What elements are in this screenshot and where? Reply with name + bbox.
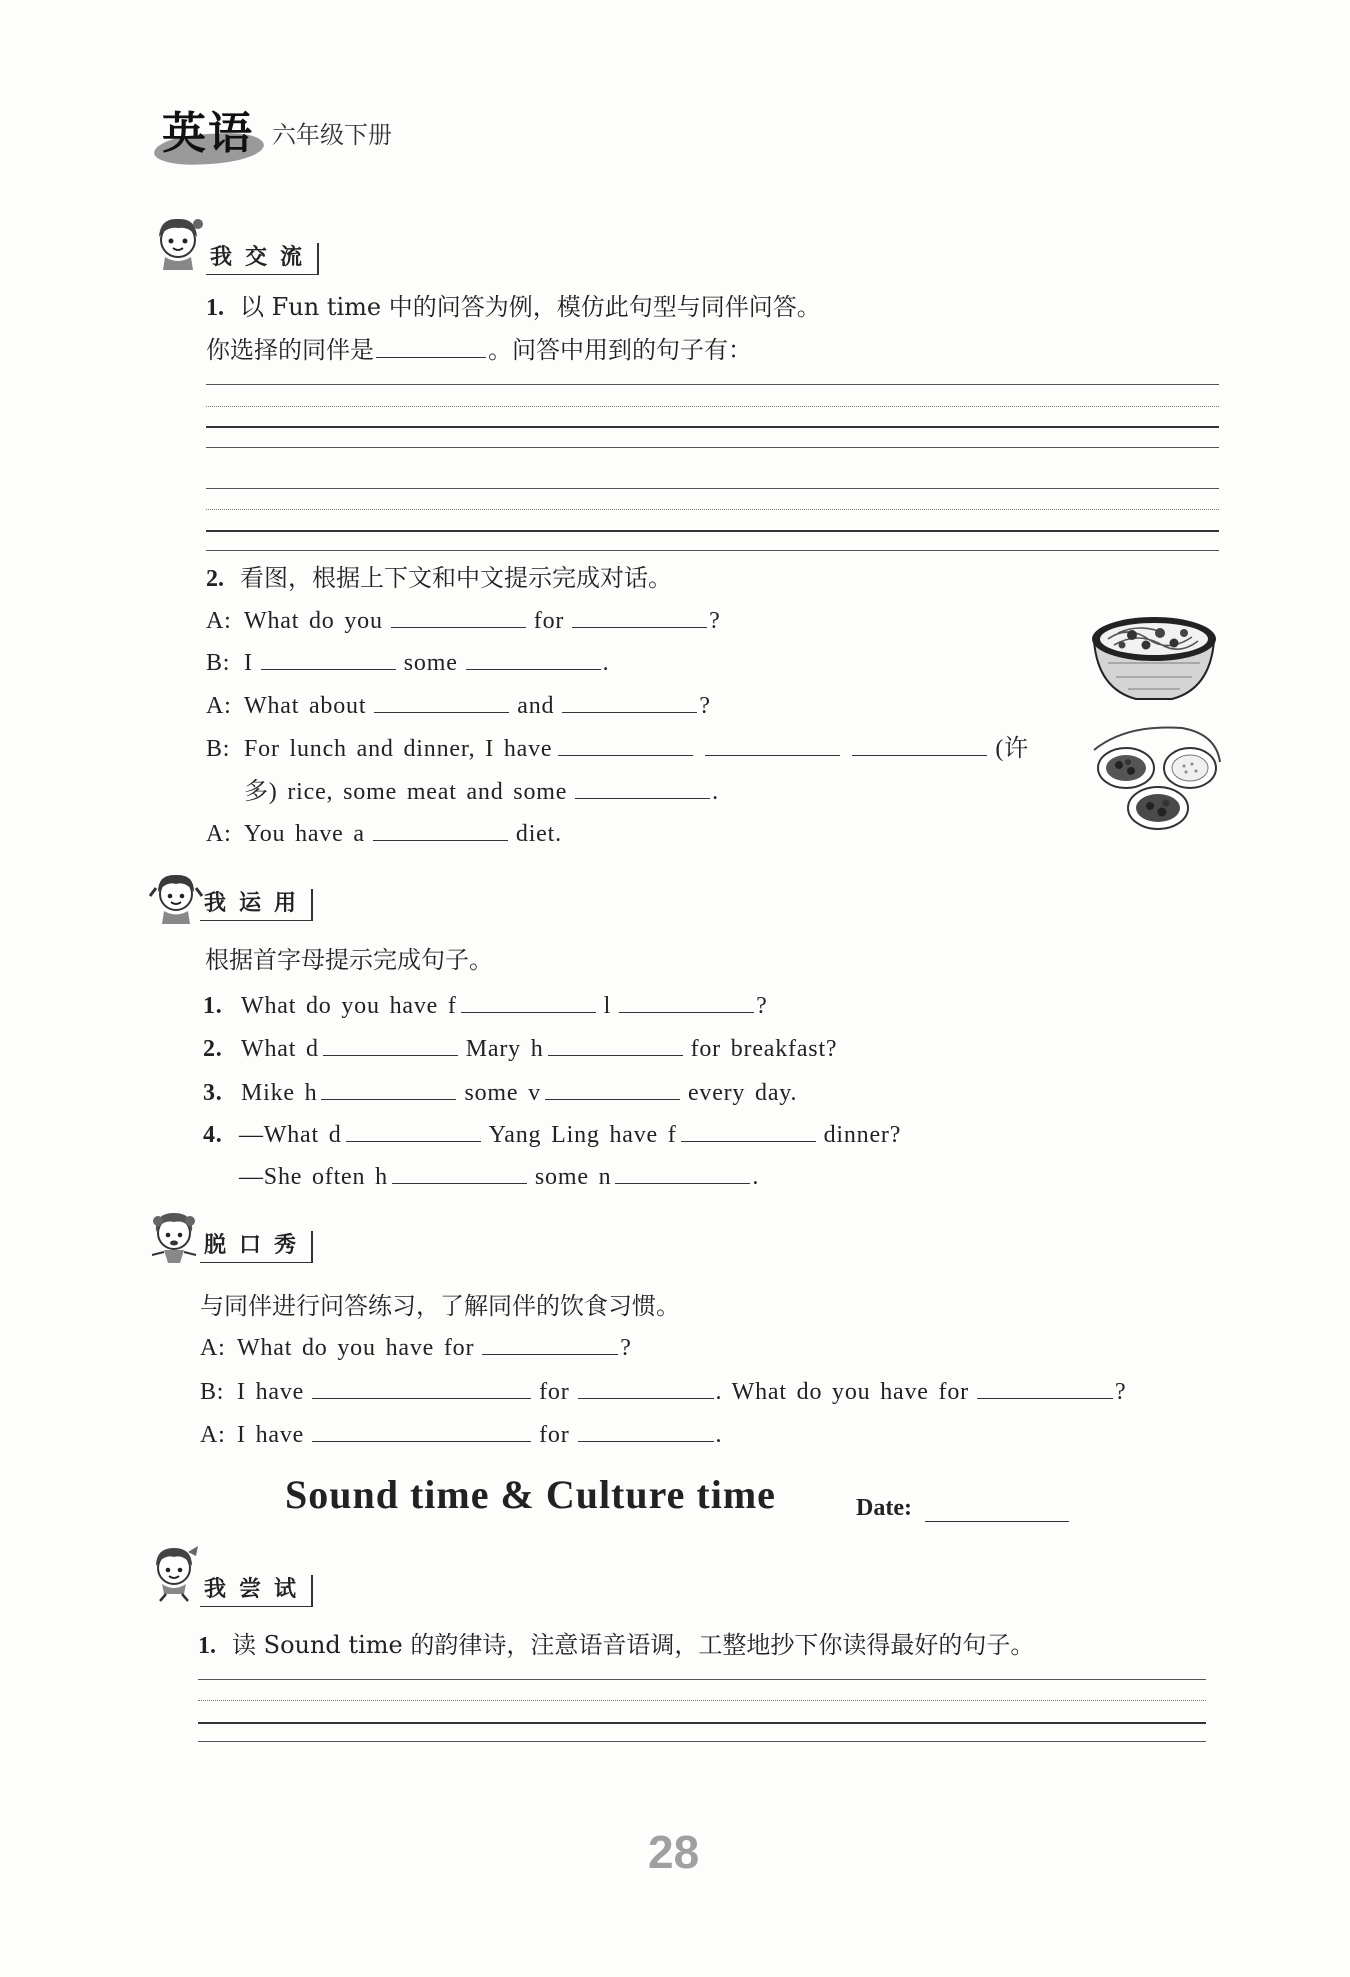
answer-blank <box>321 1075 456 1100</box>
question-1 <box>206 290 821 324</box>
dialogue-text: For lunch and dinner, I have <box>244 736 553 762</box>
cartoon-kid-icon <box>148 212 208 272</box>
speaker-label: A: <box>206 608 232 634</box>
dialogue-text: You have a <box>244 821 365 847</box>
dialogue-text: I have <box>237 1422 305 1448</box>
item-number: 4. <box>203 1122 223 1148</box>
question-text: 看图，根据上下文和中文提示完成对话。 <box>240 564 672 592</box>
answer-blank <box>619 988 754 1013</box>
dialogue-text: ? <box>709 608 721 634</box>
writing-line <box>206 384 1219 385</box>
writing-line <box>198 1741 1206 1742</box>
writing-line <box>198 1679 1206 1680</box>
dialogue-text: some <box>403 650 458 676</box>
writing-line <box>198 1722 1206 1724</box>
answer-blank <box>392 1159 527 1184</box>
question-number: 1. <box>198 1633 216 1659</box>
answer-blank <box>548 1031 683 1056</box>
dialogue-text: . <box>715 1422 723 1448</box>
section-title: Sound time & Culture time <box>285 1472 776 1517</box>
dialogue-text: I <box>244 650 253 676</box>
answer-blank <box>705 731 840 756</box>
item-text: . <box>752 1164 760 1190</box>
dialogue-text: What do you <box>244 608 383 634</box>
dialogue-text: for <box>539 1379 570 1405</box>
section-label-exchange: 我交流 <box>206 243 319 275</box>
dialogue-text: for <box>533 608 565 634</box>
writing-line <box>206 550 1219 551</box>
instruction-text: 与同伴进行问答练习，了解同伴的饮食习惯。 <box>200 1292 680 1320</box>
dialogue-text: . <box>712 779 719 805</box>
item-text: for breakfast? <box>690 1036 838 1062</box>
answer-blank <box>578 1374 714 1399</box>
item-text: What d <box>241 1036 319 1062</box>
item-text: Mike h <box>241 1080 318 1106</box>
answer-blank <box>572 603 707 628</box>
answer-blank <box>562 688 697 713</box>
writing-line <box>198 1700 1206 1701</box>
speaker-label: A: <box>200 1335 226 1361</box>
cartoon-kid-icon <box>146 866 206 926</box>
question-number: 2. <box>206 566 224 592</box>
answer-blank <box>312 1374 531 1399</box>
cartoon-kid-icon <box>144 1542 204 1602</box>
item-text: some n <box>534 1164 612 1190</box>
question-1 <box>198 1628 1034 1662</box>
speaker-label: A: <box>206 821 232 847</box>
dialogue-line <box>206 603 721 637</box>
item-text: ? <box>756 993 768 1019</box>
answer-blank <box>391 603 526 628</box>
item-number: 2. <box>203 1036 223 1062</box>
section-label-talk-show: 脱口秀 <box>200 1231 313 1263</box>
dialogue-text: . What do you have for <box>715 1379 969 1405</box>
writing-line <box>206 447 1219 448</box>
answer-blank <box>374 688 509 713</box>
answer-blank <box>373 816 508 841</box>
answer-blank <box>482 1330 618 1355</box>
dialogue-text: 多) rice, some meat and some <box>244 779 568 805</box>
item-text: some v <box>464 1080 541 1106</box>
item-text: l <box>603 993 612 1019</box>
item-text: dinner? <box>823 1122 902 1148</box>
writing-line <box>206 406 1219 407</box>
speaker-label: A: <box>206 693 232 719</box>
speaker-label: A: <box>200 1422 226 1448</box>
exercise-item <box>203 1075 797 1109</box>
dialogue-line <box>200 1374 1126 1408</box>
dialogue-line <box>244 774 719 808</box>
exercise-item <box>203 1031 837 1065</box>
answer-blank <box>346 1117 481 1142</box>
item-text: —What d <box>239 1122 342 1148</box>
answer-blank <box>575 774 710 799</box>
dialogue-text: diet. <box>515 821 562 847</box>
dialogue-line <box>206 731 1029 765</box>
dialogue-line <box>200 1330 632 1364</box>
answer-blank <box>312 1417 531 1442</box>
item-text: Yang Ling have f <box>488 1122 677 1148</box>
answer-blank <box>558 731 693 756</box>
dishes-plate-icon <box>1086 722 1222 834</box>
answer-blank <box>681 1117 816 1142</box>
section-label-try: 我尝试 <box>200 1575 313 1607</box>
speaker-label: B: <box>206 736 231 762</box>
writing-line <box>206 509 1219 510</box>
question-text: 以 Fun time 中的问答为例，模仿此句型与同伴问答。 <box>240 293 821 321</box>
partner-prefix: 你选择的同伴是 <box>206 336 374 364</box>
dialogue-text: ? <box>620 1335 632 1361</box>
dialogue-text: for <box>539 1422 570 1448</box>
answer-blank <box>466 645 601 670</box>
answer-blank <box>323 1031 458 1056</box>
exercise-item <box>203 1117 901 1151</box>
item-text: Mary h <box>465 1036 544 1062</box>
partner-line <box>206 333 752 367</box>
dialogue-text: and <box>517 693 555 719</box>
item-text: —She often h <box>239 1164 388 1190</box>
question-number: 1. <box>206 295 224 321</box>
noodle-bowl-icon <box>1088 601 1220 705</box>
dialogue-text: What about <box>244 693 367 719</box>
item-text: What do you have f <box>241 993 457 1019</box>
dialogue-line <box>200 1417 722 1451</box>
item-text: every day. <box>687 1080 798 1106</box>
question-2 <box>206 561 672 595</box>
item-number: 1. <box>203 993 223 1019</box>
subject-title: 英语 <box>162 108 254 159</box>
date-blank <box>925 1521 1069 1522</box>
question-text: 读 Sound time 的韵律诗，注意语音语调，工整地抄下你读得最好的句子。 <box>232 1631 1035 1659</box>
date-label: Date: <box>856 1495 912 1521</box>
answer-blank <box>545 1075 680 1100</box>
answer-blank <box>977 1374 1113 1399</box>
answer-blank <box>461 988 596 1013</box>
answer-blank <box>261 645 396 670</box>
speaker-label: B: <box>200 1379 225 1405</box>
chinese-hint: (许 <box>995 736 1029 762</box>
dialogue-text: ? <box>1114 1379 1127 1405</box>
answer-blank <box>615 1159 750 1184</box>
cartoon-kid-icon <box>144 1205 204 1265</box>
writing-line <box>206 488 1219 489</box>
dialogue-text: What do you have for <box>237 1335 475 1361</box>
dialogue-line <box>206 816 562 850</box>
dialogue-text: . <box>602 650 610 676</box>
item-number: 3. <box>203 1080 223 1106</box>
section-label-apply: 我运用 <box>200 889 313 921</box>
exercise-item <box>239 1159 759 1193</box>
page-number: 28 <box>648 1826 700 1878</box>
instruction-text: 根据首字母提示完成句子。 <box>205 946 493 974</box>
grade-label: 六年级下册 <box>272 121 392 149</box>
dialogue-line <box>206 688 711 722</box>
writing-line <box>206 426 1219 428</box>
answer-blank <box>578 1417 714 1442</box>
answer-blank <box>852 731 987 756</box>
exercise-item <box>203 988 768 1022</box>
speaker-label: B: <box>206 650 231 676</box>
writing-line <box>206 530 1219 532</box>
dialogue-text: ? <box>699 693 711 719</box>
answer-blank <box>376 333 486 358</box>
partner-suffix: 。问答中用到的句子有： <box>488 336 752 364</box>
dialogue-text: I have <box>237 1379 305 1405</box>
dialogue-line <box>206 645 609 679</box>
